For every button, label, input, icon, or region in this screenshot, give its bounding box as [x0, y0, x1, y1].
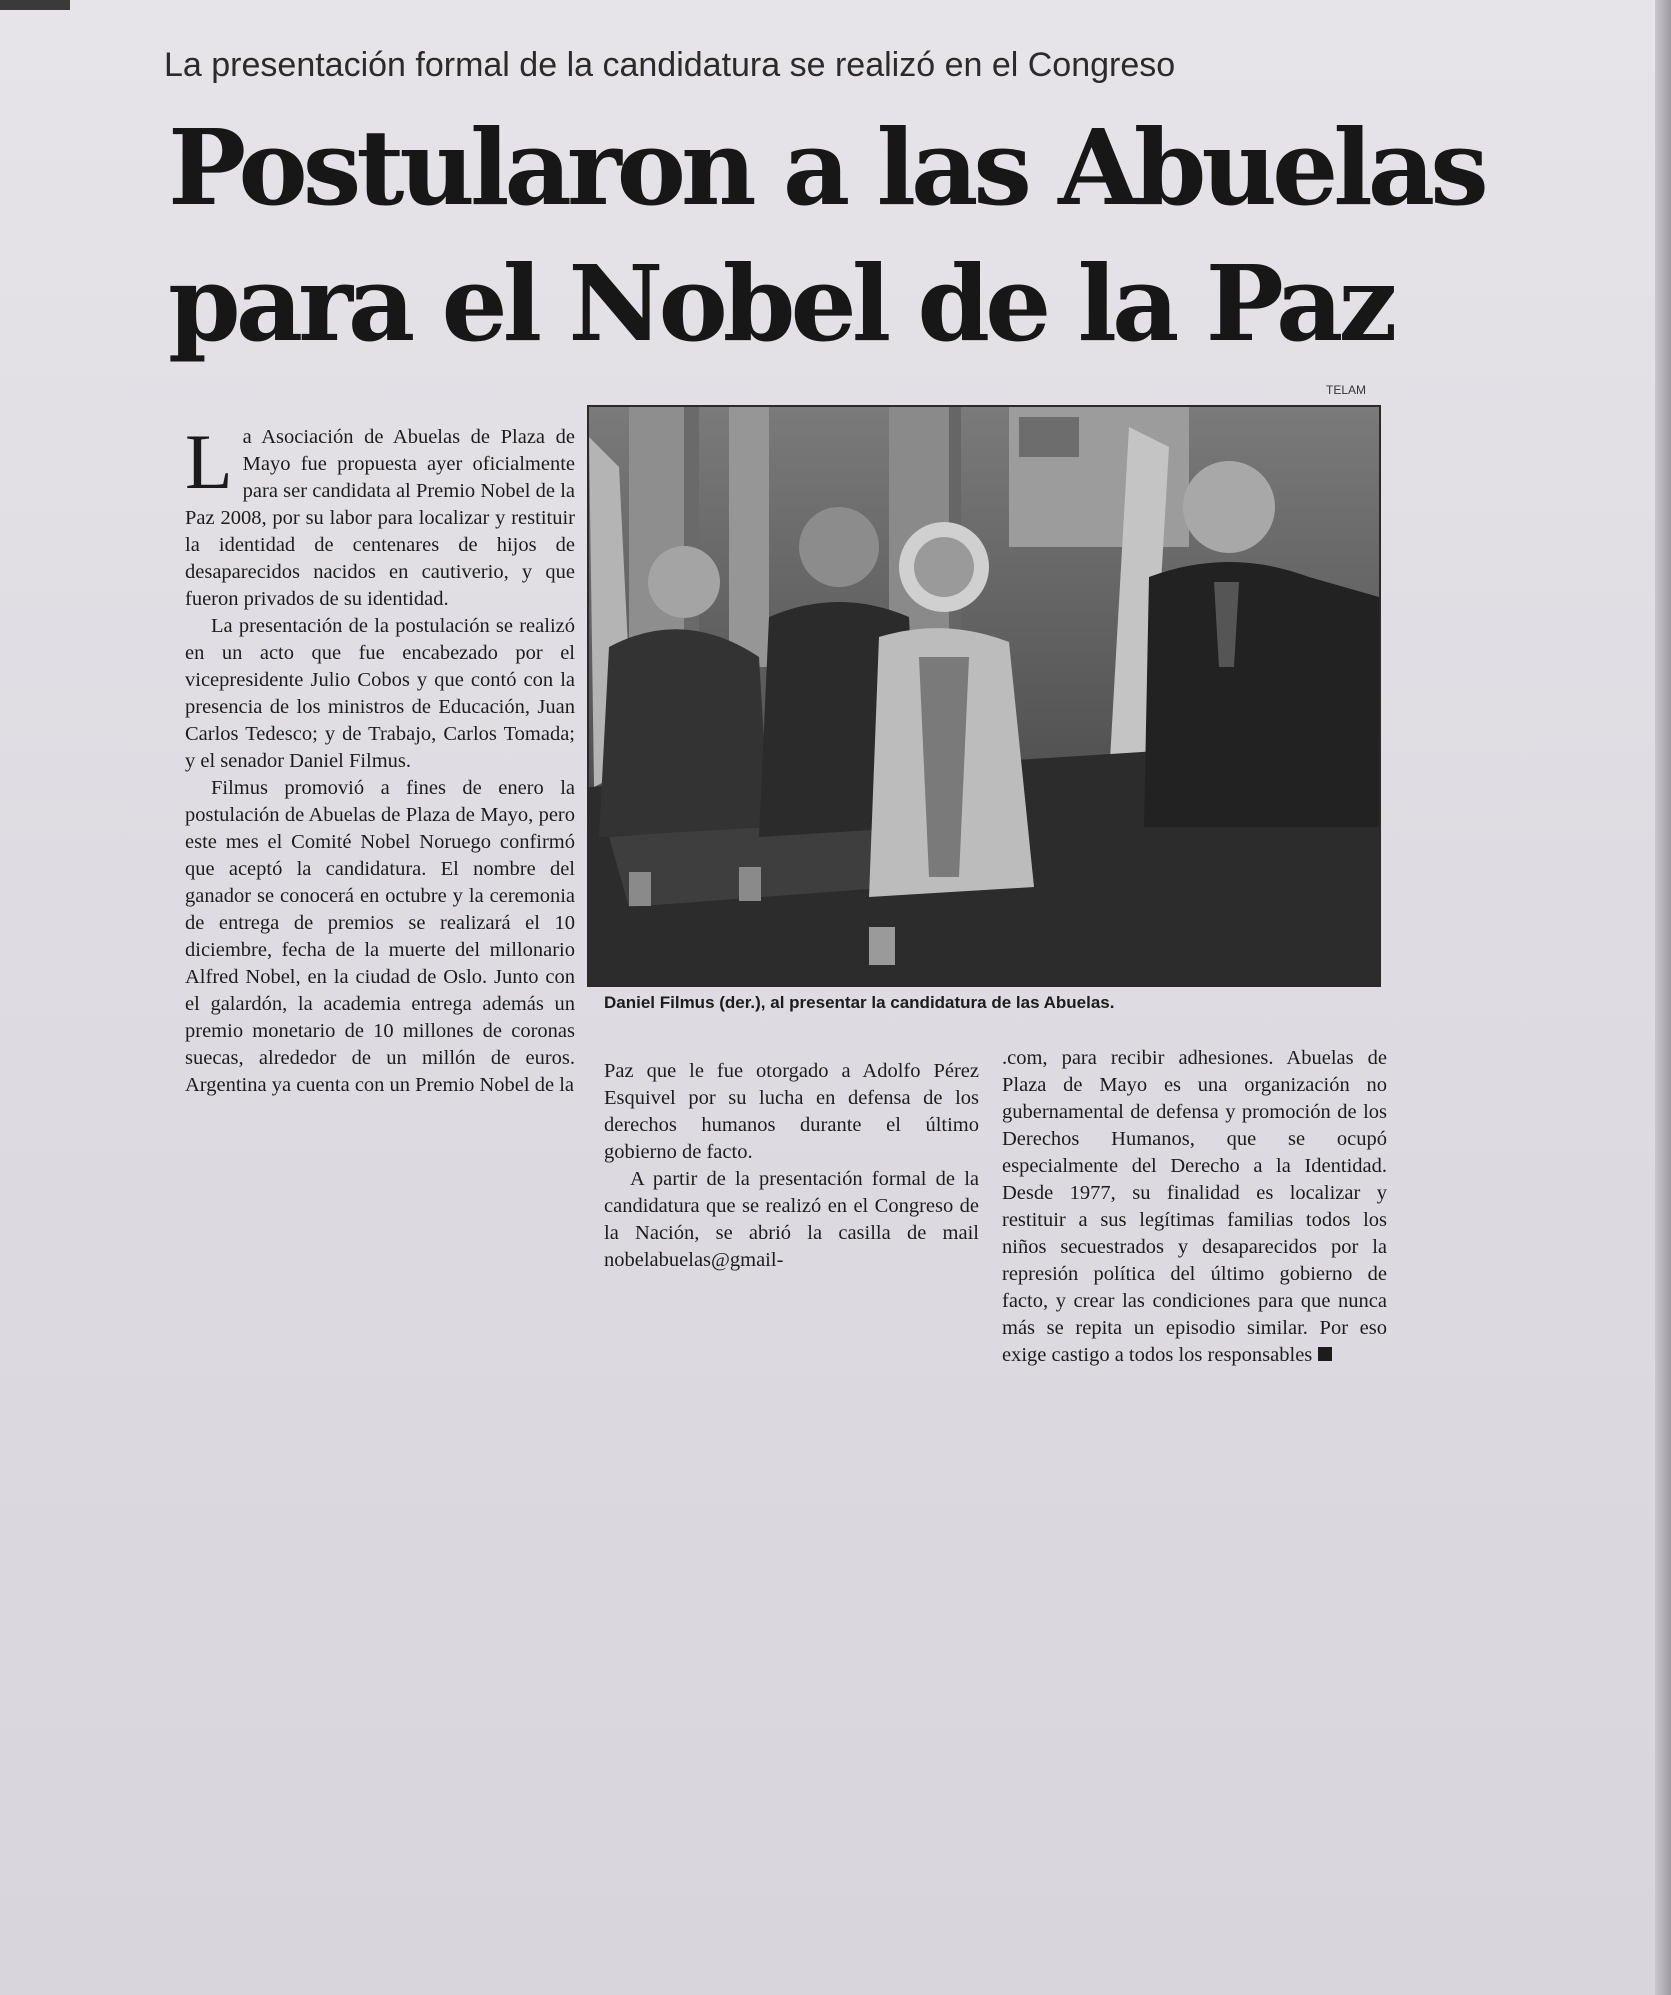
paragraph-text: a Asociación de Abuelas de Plaza de Mayo fue propuesta ayer oficialmente para ser candidata al Premio Nobel de la Paz 2008, por su labor para localizar y restituir la identidad de centenares de hijos de desaparecidos nacidos en cautiverio, y que fueron privados de su identidad. [185, 426, 575, 610]
headline-line-2: para el Nobel de la Paz [168, 242, 1393, 365]
drop-cap: L [185, 418, 233, 505]
article-photo [587, 405, 1381, 987]
article-headline [168, 100, 1484, 372]
paragraph [185, 418, 575, 613]
paragraph-text: .com, para recibir adhesiones. Abuelas de Plaza de Mayo es una organización no gubernamental de defensa y promoción de los Derechos Humanos, que se ocupó especialmente del Derecho a la Identidad. Desde 1977, su finalidad es localizar y restituir a sus legítimas familias todos los niños secuestrados y desaparecidos por la represión política del último gobierno de facto, y crear las condiciones para que nunca más se repita un episodio similar. Por eso exige castigo a todos los responsables [1002, 1047, 1387, 1366]
photo-caption: Daniel Filmus (der.), al presentar la candidatura de las Abuelas. [604, 993, 1115, 1012]
scan-corner-mark [0, 0, 70, 10]
page-edge-shadow [1655, 0, 1671, 1995]
paragraph: Paz que le fue otorgado a Adolfo Pérez Esquivel por su lucha en defensa de los derechos humanos durante el último gobierno de facto. [604, 1060, 979, 1163]
photo-illustration [589, 407, 1379, 985]
paragraph: Filmus promovió a fines de enero la postulación de Abuelas de Plaza de Mayo, pero este mes el Comité Nobel Noruego confirmó que aceptó la candidatura. El nombre del ganador se conocerá en octubre y la ceremonia de entrega de premios se realizará el 10 diciembre, fecha de la muerte del millonario Alfred Nobel, en la ciudad de Oslo. Junto con el galardón, la academia entrega además un premio monetario de 10 millones de coronas suecas, alrededor de un millón de euros. Argentina ya cuenta con un Premio Nobel de la [185, 777, 575, 1096]
article-column-3 [1002, 1045, 1387, 1369]
photo-credit: TELAM [1326, 383, 1367, 397]
headline-line-1: Postularon a las Abuelas [168, 106, 1484, 229]
end-mark-icon [1318, 1347, 1332, 1361]
article-column-1 [185, 418, 575, 1099]
paragraph: La presentación de la postulación se realizó en un acto que fue encabezado por el vicepresidente Julio Cobos y que contó con la presencia de los ministros de Educación, Juan Carlos Tedesco; y de Trabajo, Carlos Tomada; y el senador Daniel Filmus. [185, 615, 575, 772]
paragraph: A partir de la presentación formal de la candidatura que se realizó en el Congreso de la Nación, se abrió la casilla de mail nobelabuelas@gmail- [604, 1168, 979, 1271]
paragraph [1002, 1045, 1387, 1369]
article-kicker: La presentación formal de la candidatura se realizó en el Congreso [164, 46, 1176, 84]
article-column-2 [604, 1058, 979, 1274]
